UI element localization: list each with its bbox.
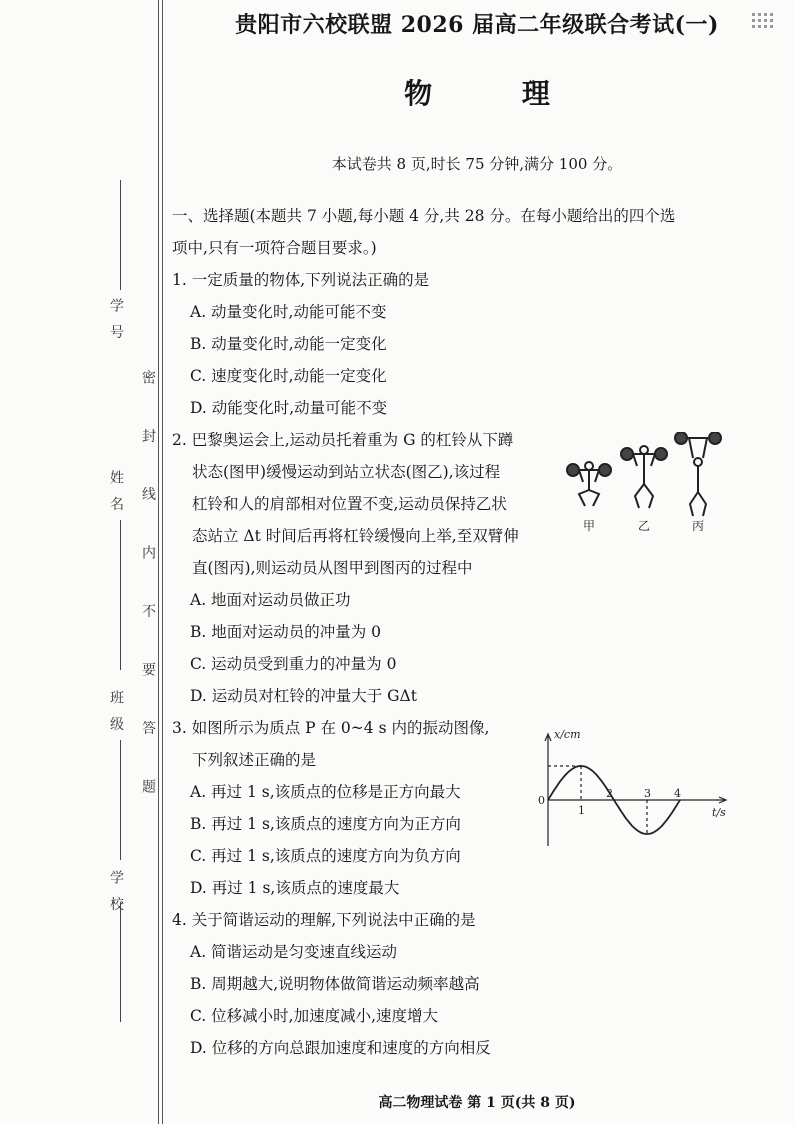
tick-label-4: 4 (674, 787, 681, 800)
figure-label-yi: 乙 (637, 519, 651, 533)
option-c[interactable]: C. 再过 1 s,该质点的速度方向为负方向 (190, 847, 461, 865)
question-stem-cont: 杠铃和人的肩部相对位置不变,运动员保持乙状 (192, 495, 507, 513)
field-label-banji: 班 级 (108, 690, 124, 735)
option-d[interactable]: D. 动能变化时,动量可能不变 (190, 399, 388, 417)
question-stem-cont: 态站立 Δt 时间后再将杠铃缓慢向上举,至双臂伸 (192, 527, 519, 545)
weightlifter-figure (565, 432, 725, 542)
field-line-banji[interactable] (120, 740, 121, 860)
tick-label-3: 3 (644, 787, 651, 800)
field-label-xuexiao: 学 校 (108, 870, 124, 915)
option-a[interactable]: A. 地面对运动员做正功 (190, 591, 351, 609)
tick-label-1: 1 (578, 804, 585, 817)
field-line-xuehao[interactable] (120, 180, 121, 290)
option-d[interactable]: D. 运动员对杠铃的冲量大于 GΔt (190, 687, 417, 705)
seal-text: 密 封 线 内 不 要 答 题 (140, 370, 156, 814)
question-4 (172, 904, 772, 1064)
figure-label-bing: 丙 (691, 519, 705, 533)
option-b[interactable]: B. 动量变化时,动能一定变化 (190, 335, 387, 353)
option-d[interactable]: D. 再过 1 s,该质点的速度最大 (190, 879, 400, 897)
field-line-xingming[interactable] (120, 520, 121, 670)
question-content (172, 200, 772, 1064)
y-axis-label: x/cm (554, 728, 581, 741)
option-b[interactable]: B. 周期越大,说明物体做简谐运动频率越高 (190, 975, 480, 993)
exam-title: 贵阳市六校联盟 2026 届高二年级联合考试(一) (235, 12, 719, 38)
option-a[interactable]: A. 再过 1 s,该质点的位移是正方向最大 (190, 783, 461, 801)
binding-strip (0, 0, 160, 1124)
question-stem: 1. 一定质量的物体,下列说法正确的是 (172, 271, 430, 289)
field-label-xuehao: 学 号 (108, 298, 124, 343)
field-line-xuexiao[interactable] (120, 902, 121, 1022)
page-footer: 高二物理试卷 第 1 页(共 8 页) (378, 1095, 576, 1111)
figure-label-jia: 甲 (582, 519, 596, 533)
section-heading-line1: 一、选择题(本题共 7 小题,每小题 4 分,共 28 分。在每小题给出的四个选 (172, 207, 676, 225)
x-axis-label: t/s (712, 806, 726, 819)
question-stem: 3. 如图所示为质点 P 在 0~4 s 内的振动图像, (172, 719, 490, 737)
option-a[interactable]: A. 动量变化时,动能可能不变 (190, 303, 387, 321)
option-c[interactable]: C. 速度变化时,动能一定变化 (190, 367, 387, 385)
option-a[interactable]: A. 简谐运动是匀变速直线运动 (190, 943, 398, 961)
question-stem: 2. 巴黎奥运会上,运动员托着重为 G 的杠铃从下蹲 (172, 431, 514, 449)
question-stem-cont: 状态(图甲)缓慢运动到站立状态(图乙),该过程 (192, 463, 501, 481)
option-c[interactable]: C. 运动员受到重力的冲量为 0 (190, 655, 397, 673)
binding-outer-line (158, 0, 159, 1124)
exam-notice: 本试卷共 8 页,时长 75 分钟,满分 100 分。 (331, 155, 623, 173)
question-stem-cont: 下列叙述正确的是 (192, 751, 317, 769)
subject-title: 物 理 (404, 77, 590, 110)
option-c[interactable]: C. 位移减小时,加速度减小,速度增大 (190, 1007, 439, 1025)
option-b[interactable]: B. 地面对运动员的冲量为 0 (190, 623, 382, 641)
option-d[interactable]: D. 位移的方向总跟加速度和速度的方向相反 (190, 1039, 491, 1057)
field-label-xingming: 姓 名 (108, 470, 124, 515)
question-1 (172, 264, 772, 424)
vibration-graph (536, 724, 736, 850)
section-heading-line2: 项中,只有一项符合题目要求。) (172, 239, 377, 257)
tick-label-2: 2 (606, 787, 613, 800)
origin-label: 0 (538, 794, 545, 807)
option-b[interactable]: B. 再过 1 s,该质点的速度方向为正方向 (190, 815, 461, 833)
question-stem-cont: 直(图丙),则运动员从图甲到图丙的过程中 (192, 559, 473, 577)
question-stem: 4. 关于简谐运动的理解,下列说法中正确的是 (172, 911, 476, 929)
